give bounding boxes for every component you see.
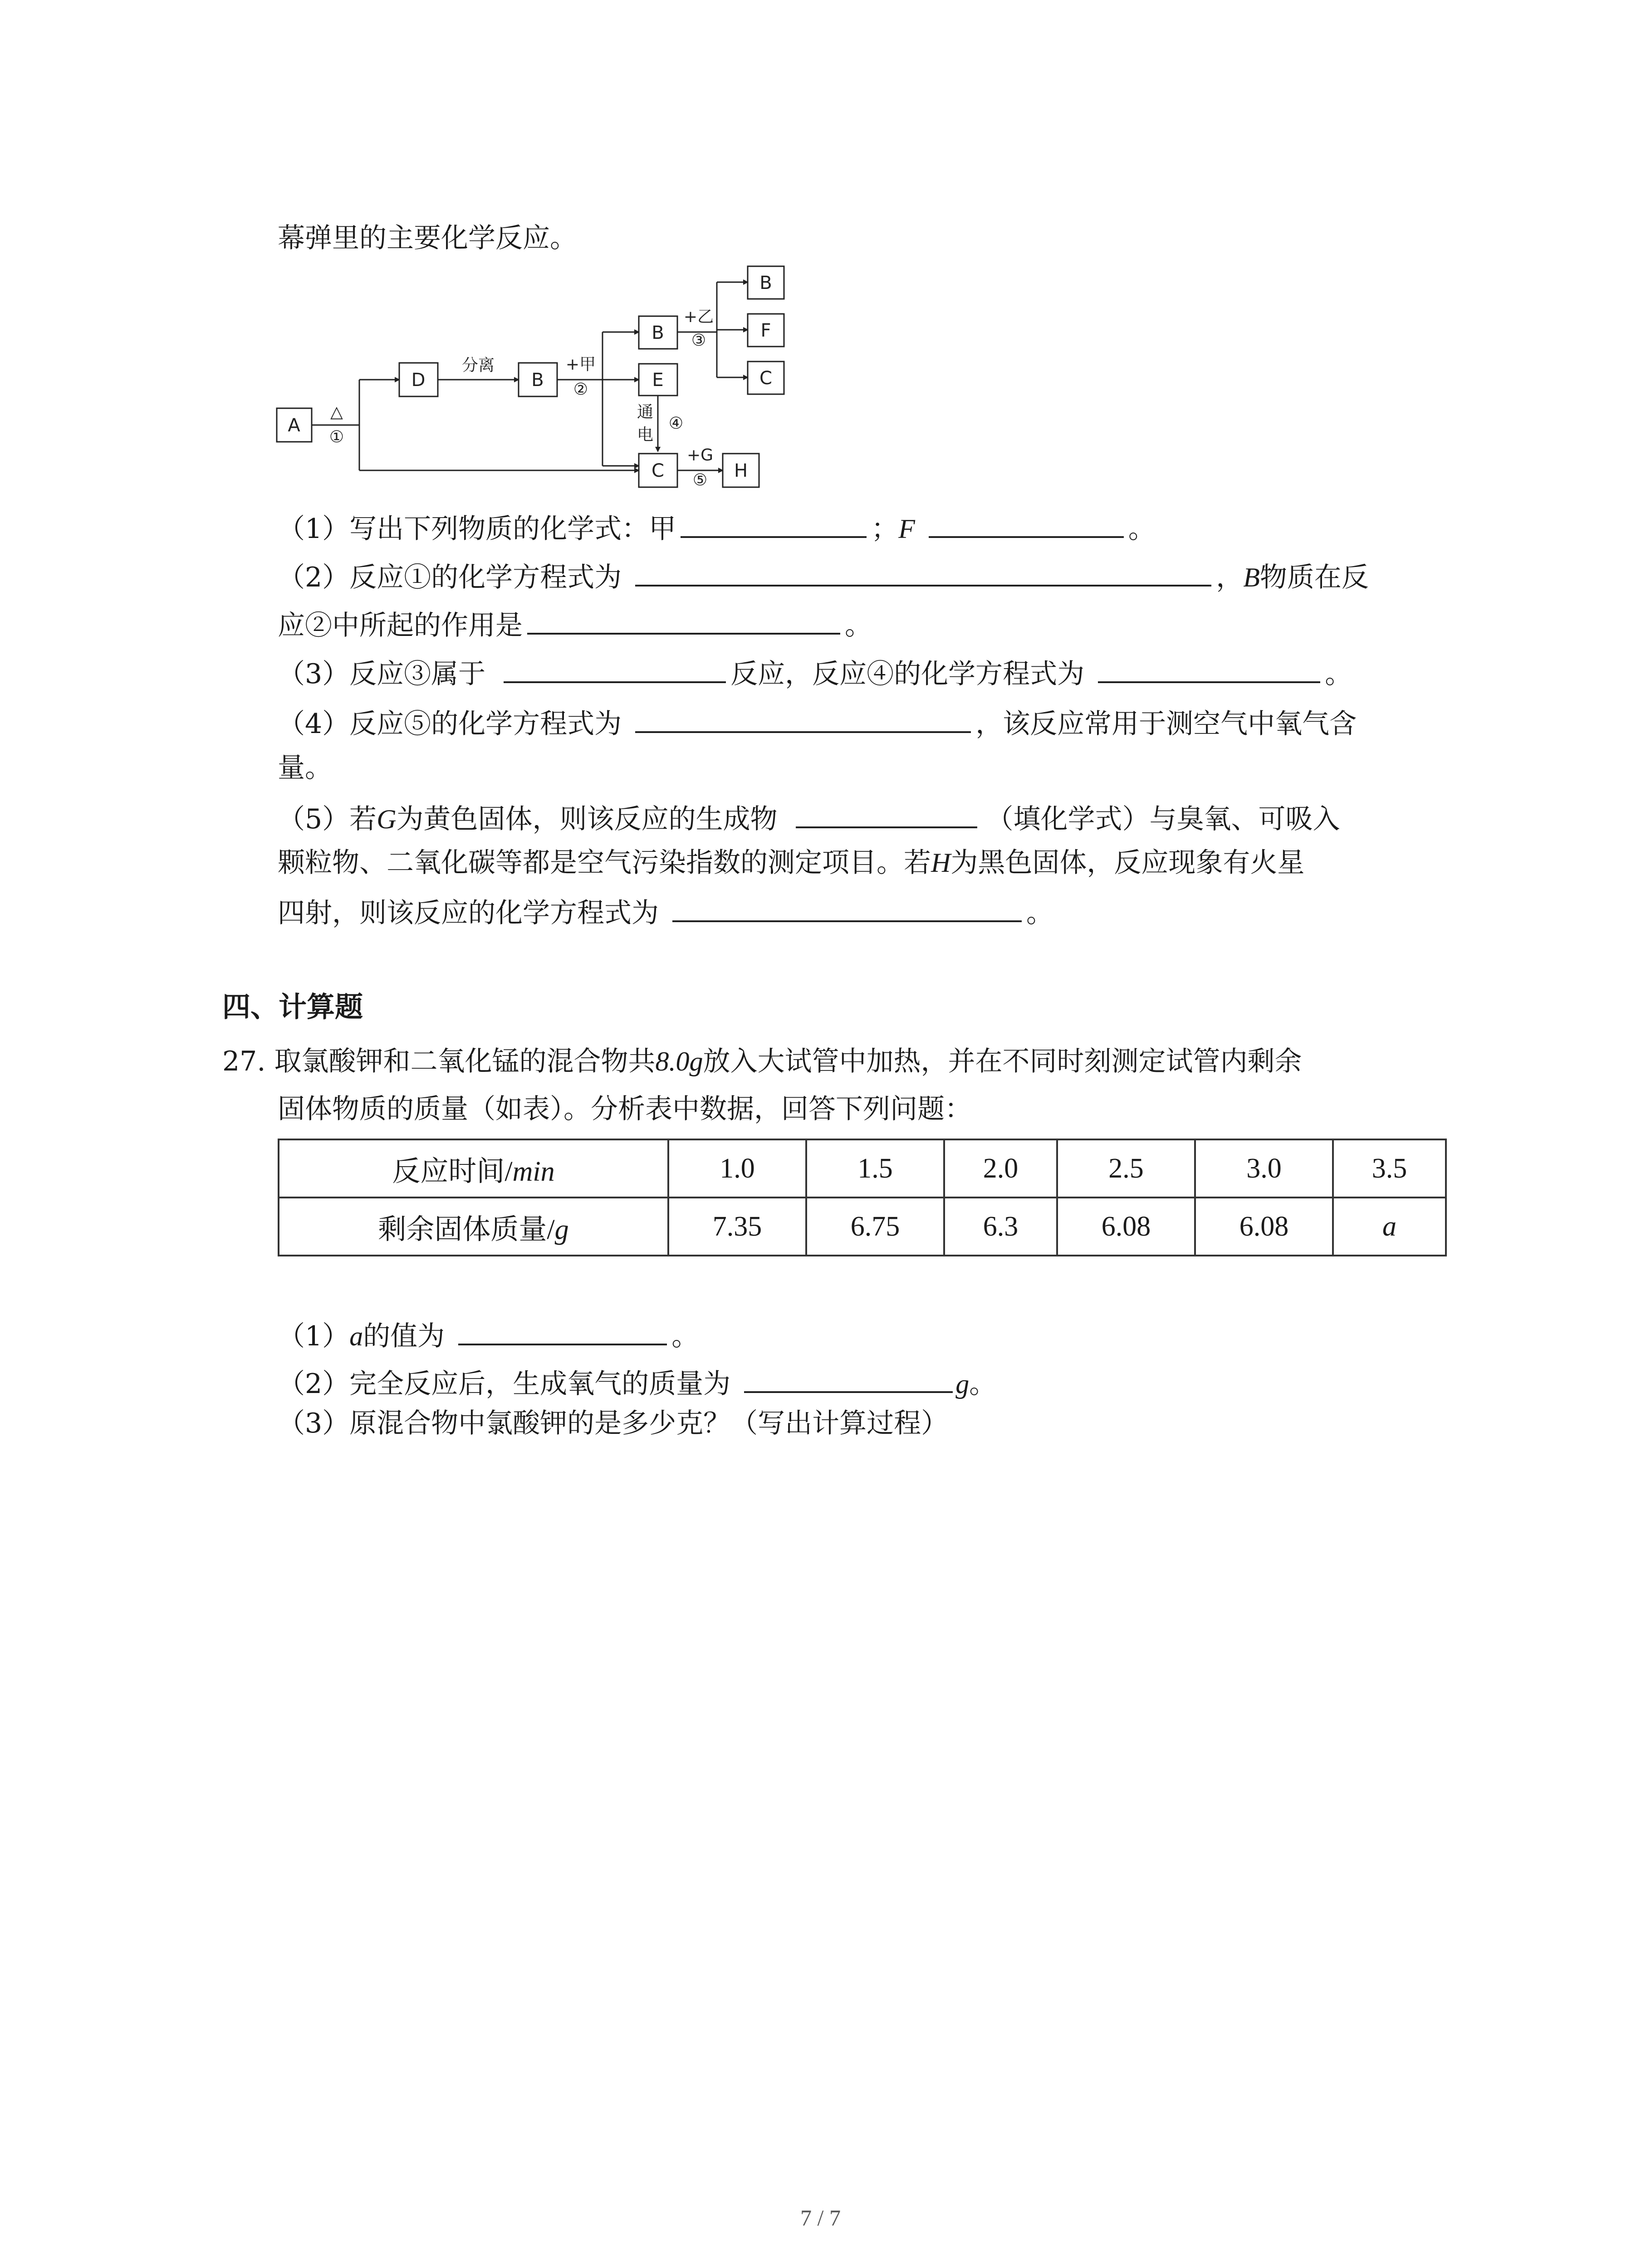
answer-blank-role-b[interactable] (527, 605, 840, 635)
table-cell: 6.75 (806, 1198, 944, 1256)
table-cell: 6.3 (944, 1198, 1057, 1256)
node-e: E (652, 370, 664, 391)
table-cell: 1.5 (806, 1139, 944, 1198)
question-1: （1）写出下列物质的化学式：甲 ；F 。 (278, 508, 1156, 547)
question-2-line-1: （2）反应①的化学方程式为 ，B物质在反 (278, 557, 1369, 596)
answer-blank-f[interactable] (929, 508, 1124, 538)
node-h: H (734, 460, 748, 481)
table-cell: 6.08 (1057, 1198, 1195, 1256)
question-4-line-1: （4）反应⑤的化学方程式为 ，该反应常用于测空气中氧气含 (278, 703, 1357, 742)
table-row (279, 1139, 1446, 1198)
electrolysis-label-2: 电 (637, 425, 654, 444)
answer-blank-product[interactable] (796, 798, 977, 828)
subquestion-1: （1）a的值为 。 (278, 1315, 699, 1354)
reaction-3-label: ③ (691, 331, 706, 350)
answer-blank-equation-5[interactable] (635, 703, 971, 733)
table-cell: 2.0 (944, 1139, 1057, 1198)
subquestion-3: （3）原混合物中氯酸钾的是多少克？（写出计算过程） (278, 1408, 949, 1439)
table-cell: a (1333, 1198, 1446, 1256)
reaction-2-label: ② (573, 380, 588, 399)
node-f: F (760, 320, 771, 341)
answer-blank-equation-4[interactable] (1098, 653, 1320, 683)
add-yi-label: +乙 (683, 308, 714, 326)
table-header-mass: 剩余固体质量/g (279, 1198, 668, 1256)
node-c1: C (652, 460, 664, 481)
heat-symbol: △ (330, 403, 343, 421)
reaction-flow-diagram (272, 263, 794, 499)
node-b2: B (652, 323, 664, 343)
table-header-time: 反应时间/min (279, 1139, 668, 1198)
intro-line: 幕弹里的主要化学反应。 (278, 222, 577, 254)
question-27-line-1: 27. 取氯酸钾和二氧化锰的混合物共8.0g放入大试管中加热，并在不同时刻测定试管内剩余 (222, 1046, 1302, 1077)
node-c2: C (759, 368, 772, 389)
reaction-5-label: ⑤ (692, 471, 708, 489)
node-b3: B (759, 273, 772, 293)
question-5-line-1: （5）若G为黄色固体，则该反应的生成物 （填化学式）与臭氧、可吸入 (278, 798, 1340, 837)
separate-label: 分离 (461, 356, 495, 375)
question-3: （3）反应③属于 反应，反应④的化学方程式为 。 (278, 653, 1352, 692)
table-cell: 7.35 (668, 1198, 806, 1256)
add-g-label: +G (686, 446, 714, 464)
answer-blank-jia[interactable] (681, 508, 867, 538)
subquestion-2: （2）完全反应后，生成氧气的质量为 g。 (278, 1363, 996, 1402)
answer-blank-equation-1[interactable] (635, 557, 1211, 587)
table-row (279, 1198, 1446, 1256)
question-5-line-2: 颗粒物、二氧化碳等都是空气污染指数的测定项目。若H为黑色固体，反应现象有火星 (278, 847, 1305, 879)
table-cell: 3.5 (1333, 1139, 1446, 1198)
node-d: D (411, 370, 426, 391)
table-cell: 6.08 (1195, 1198, 1333, 1256)
table-cell: 2.5 (1057, 1139, 1195, 1198)
reaction-4-label: ④ (668, 414, 684, 433)
answer-blank-oxygen-mass[interactable] (744, 1363, 953, 1393)
reaction-1-label: ① (329, 428, 344, 446)
section-heading: 四、计算题 (222, 990, 363, 1023)
question-4-line-2: 量。 (278, 752, 332, 784)
question-27-line-2: 固体物质的质量（如表）。分析表中数据，回答下列问题： (278, 1093, 972, 1125)
add-jia-label: +甲 (565, 355, 596, 374)
electrolysis-label-1: 通 (637, 403, 654, 421)
node-b1: B (531, 370, 544, 391)
data-table (278, 1139, 1447, 1256)
table-cell: 3.0 (1195, 1139, 1333, 1198)
node-a: A (288, 415, 300, 436)
table-cell: 1.0 (668, 1139, 806, 1198)
page-number: 7 / 7 (800, 2205, 841, 2230)
answer-blank-equation-h[interactable] (672, 892, 1022, 922)
question-5-line-3: 四射，则该反应的化学方程式为 。 (278, 892, 1053, 931)
answer-blank-reaction-type[interactable] (504, 653, 726, 683)
answer-blank-a[interactable] (458, 1315, 667, 1345)
question-2-line-2: 应②中所起的作用是 。 (278, 605, 872, 644)
